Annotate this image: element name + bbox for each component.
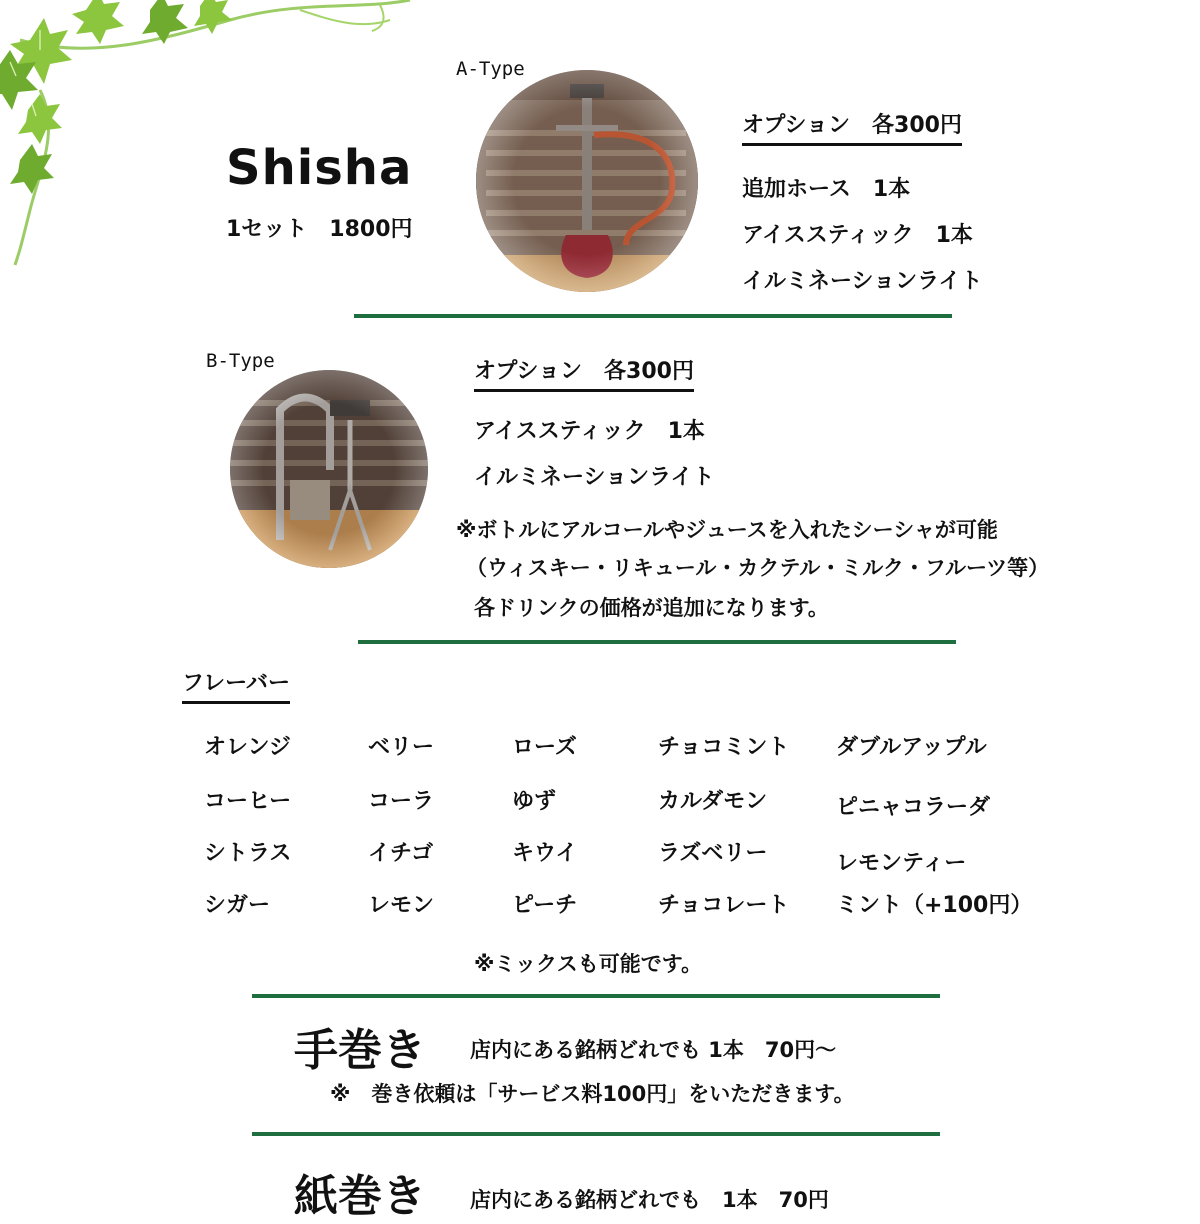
b-type-note: （ウィスキー・リキュール・カクテル・ミルク・フルーツ等） (466, 556, 1050, 580)
a-type-photo (476, 70, 698, 292)
flavor-item: キウイ (512, 841, 578, 866)
temaki-title: 手巻き (294, 1025, 426, 1076)
flavor-item: ベリー (368, 735, 435, 760)
b-type-option-item: アイススティック 1本 (474, 419, 705, 444)
b-type-options-heading: オプション 各300円 (474, 354, 694, 392)
flavor-item: チョコレート (658, 893, 790, 918)
set-price: 1セット 1800円 (226, 217, 413, 242)
flavor-item: ピニャコラーダ (836, 795, 991, 820)
b-type-option-item: イルミネーションライト (474, 465, 715, 490)
a-type-option-item: イルミネーションライト (742, 269, 983, 294)
flavor-item: ピーチ (512, 893, 578, 918)
a-type-option-item: アイススティック 1本 (742, 223, 973, 248)
flavor-item: イチゴ (368, 841, 434, 866)
kamimaki-description: 店内にある銘柄どれでも 1本 70円 (470, 1188, 829, 1212)
b-type-label: B-Type (206, 350, 275, 372)
b-type-note: 各ドリンクの価格が追加になります。 (474, 596, 829, 620)
flavor-item: ゆず (512, 789, 557, 814)
a-type-options-heading: オプション 各300円 (742, 108, 962, 146)
a-type-option-item: 追加ホース 1本 (742, 177, 911, 202)
flavor-item: ローズ (512, 735, 577, 760)
b-type-note: ※ボトルにアルコールやジュースを入れたシーシャが可能 (456, 518, 998, 542)
temaki-description: 店内にある銘柄どれでも 1本 70円～ (470, 1038, 837, 1062)
section-divider (252, 1132, 940, 1136)
flavor-item: オレンジ (204, 735, 291, 760)
flavor-item: レモン (368, 893, 435, 918)
flavor-item: カルダモン (658, 789, 768, 814)
mix-note: ※ミックスも可能です。 (474, 952, 703, 976)
temaki-note: ※ 巻き依頼は「サービス料100円」をいただきます。 (330, 1082, 855, 1106)
section-divider (354, 314, 952, 318)
shisha-title: Shisha (226, 140, 413, 196)
flavors-heading: フレーバー (182, 666, 290, 704)
flavor-item: ミント（+100円） (836, 893, 1033, 918)
section-divider (252, 994, 940, 998)
flavor-item: レモンティー (836, 851, 967, 876)
section-divider (358, 640, 956, 644)
flavor-item: チョコミント (658, 735, 790, 760)
flavor-item: ラズベリー (658, 841, 768, 866)
flavor-item: コーヒー (204, 789, 292, 814)
flavor-item: シガー (204, 893, 271, 918)
flavor-item: ダブルアップル (836, 735, 987, 760)
kamimaki-title: 紙巻き (294, 1171, 426, 1222)
flavor-item: コーラ (368, 789, 435, 814)
b-type-photo (230, 370, 428, 568)
flavor-item: シトラス (204, 841, 292, 866)
a-type-label: A-Type (456, 58, 525, 80)
